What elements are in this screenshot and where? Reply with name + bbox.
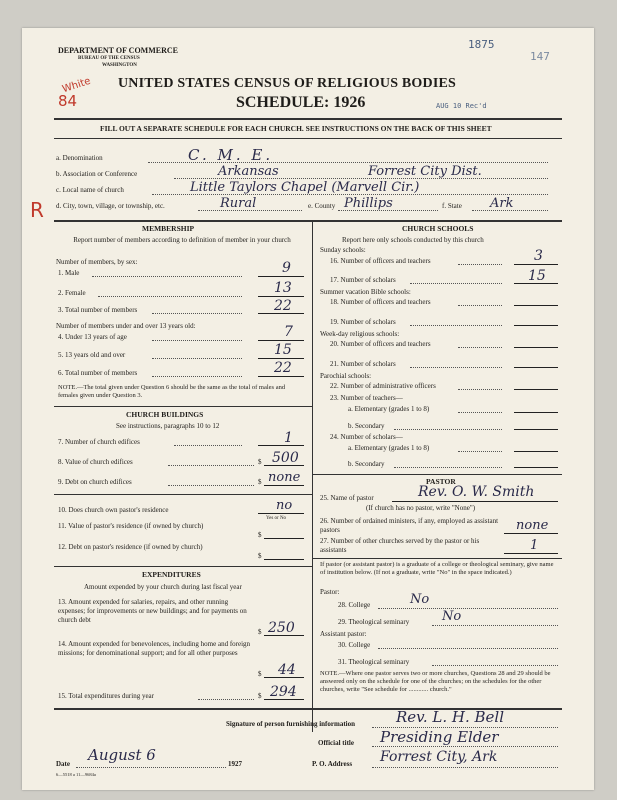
assistant-label: Assistant pastor:: [320, 630, 367, 638]
pastor-note: NOTE.—Where one pastor serves two or more churches, Questions 28 and 29 should be answered only on the schedule for one of the churches; on the schedules for the other churches, write "See schedule for ............ church.": [320, 670, 551, 693]
official-title-line: [372, 746, 558, 747]
instruction-line: FILL OUT A SEPARATE SCHEDULE FOR EACH CHURCH. SEE INSTRUCTIONS ON THE BACK OF THIS SHEET: [100, 124, 492, 133]
q1-dots: [92, 276, 242, 277]
graduate-note: If pastor (or assistant pastor) is a graduate of a college or theological seminary, give name of institution below. (If not a graduate, write "No" in the space indicated.): [320, 561, 554, 576]
q31-line: [432, 665, 558, 666]
date-value: August 6: [88, 746, 156, 764]
q9-line: [264, 485, 304, 486]
stamp-number: 1875: [468, 38, 495, 51]
q24b-label: b. Secondary: [348, 460, 385, 468]
q10-line: [258, 513, 304, 514]
q2-label: 2. Female: [58, 289, 86, 297]
q27-value: 1: [530, 538, 539, 553]
instruction-rule: [54, 138, 562, 139]
membership-intro: Report number of members according to definition of member in your church: [73, 236, 291, 244]
form-number: 6—5518 a 11—9684a: [56, 772, 96, 777]
q30-label: 30. College: [338, 641, 371, 649]
date-line: [76, 767, 226, 768]
q25-line: [392, 501, 558, 502]
association-label: b. Association or Conference: [56, 170, 138, 178]
under-over-label: Number of members under and over 13 years old:: [56, 322, 196, 330]
q23a-dots: [458, 412, 502, 413]
q3-label: 3. Total number of members: [58, 306, 138, 314]
q22-label: 22. Number of administrative officers: [330, 382, 436, 390]
form-title: UNITED STATES CENSUS OF RELIGIOUS BODIES: [118, 76, 457, 91]
q20-dots: [458, 347, 502, 348]
q23-label: 23. Number of teachers—: [330, 394, 403, 402]
q15-dots: [198, 699, 254, 700]
q7-value: 1: [284, 430, 293, 446]
state-value: Ark: [490, 196, 514, 211]
q4-line: [258, 340, 304, 341]
q3-value: 22: [274, 298, 292, 314]
q21-label: 21. Number of scholars: [330, 360, 396, 368]
denomination-value: C. M. E.: [188, 146, 274, 164]
q25-label: 25. Name of pastor: [320, 494, 374, 502]
margin-number: 84: [58, 92, 78, 110]
weekday-label: Week-day religious schools:: [320, 330, 400, 338]
q4-value: 7: [284, 324, 293, 340]
q24-label: 24. Number of scholars—: [330, 433, 403, 441]
q29-line: [432, 625, 558, 626]
q12-dollar: $: [258, 552, 262, 560]
q1-label: 1. Male: [58, 269, 80, 277]
state-label: f. State: [442, 202, 462, 210]
local-name-label: c. Local name of church: [56, 186, 124, 194]
body-top-rule: [54, 220, 562, 222]
stamp-number-2: 147: [530, 50, 550, 63]
q1-value: 9: [282, 260, 291, 276]
schedule-title: SCHEDULE: 1926: [236, 94, 366, 111]
q6-line: [258, 376, 304, 377]
q10-value: no: [276, 498, 293, 513]
q5-line: [258, 358, 304, 359]
q7-dots: [174, 445, 242, 446]
q23a-label: a. Elementary (grades 1 to 8): [348, 405, 430, 413]
buildings-rule-1: [54, 494, 312, 495]
q23b-dots: [394, 429, 502, 430]
q8-dollar: $: [258, 458, 262, 466]
district-value: Forrest City Dist.: [368, 164, 482, 179]
q4-dots: [152, 340, 242, 341]
q13-dollar: $: [258, 628, 262, 636]
q14-dollar: $: [258, 670, 262, 678]
q23a-line: [514, 412, 558, 413]
parochial-label: Parochial schools:: [320, 372, 372, 380]
q7-label: 7. Number of church edifices: [58, 438, 140, 446]
official-title-label: Official title: [318, 739, 354, 747]
q12-line: [264, 559, 304, 560]
schools-rule: [312, 474, 562, 475]
q26-label: 26. Number of ordained ministers, if any, employed as assistant pastors: [320, 517, 499, 534]
q9-dollar: $: [258, 478, 262, 486]
q20-label: 20. Number of officers and teachers: [330, 340, 431, 348]
buildings-title: CHURCH BUILDINGS: [126, 410, 204, 419]
q5-dots: [152, 358, 242, 359]
yes-no-hint: Yes or No: [266, 516, 287, 521]
q20-line: [514, 347, 558, 348]
address-line: [372, 767, 558, 768]
q26-value: none: [516, 518, 549, 533]
schools-title: CHURCH SCHOOLS: [402, 224, 474, 233]
q31-label: 31. Theological seminary: [338, 658, 410, 666]
q18-dots: [458, 305, 502, 306]
q9-value: none: [268, 470, 301, 485]
summer-label: Summer vacation Bible schools:: [320, 288, 411, 296]
q23b-line: [514, 429, 558, 430]
q16-value: 3: [534, 248, 543, 264]
q10-label: 10. Does church own pastor's residence: [58, 506, 169, 514]
buildings-sub: See instructions, paragraphs 10 to 12: [116, 422, 220, 430]
q13-value: 250: [268, 620, 295, 636]
q9-label: 9. Debt on church edifices: [58, 478, 132, 486]
q14-label: 14. Amount expended for benevolences, including home and foreign missions; for denominational support; and for all other purposes: [58, 640, 251, 657]
q15-value: 294: [270, 684, 297, 700]
q24b-dots: [394, 467, 502, 468]
sunday-label: Sunday schools:: [320, 246, 366, 254]
q13-label: 13. Amount expended for salaries, repairs, and other running expenses; for improvements or new buildings; and for payments on church debt: [58, 598, 247, 624]
header-rule: [54, 118, 562, 120]
membership-title: MEMBERSHIP: [142, 224, 195, 233]
q6-dots: [152, 376, 242, 377]
q2-value: 13: [274, 280, 292, 296]
q5-label: 5. 13 years old and over: [58, 351, 126, 359]
pastor-title: PASTOR: [426, 477, 456, 486]
q8-value: 500: [272, 450, 299, 466]
q8-dots: [168, 465, 254, 466]
q2-line: [258, 296, 304, 297]
q24a-dots: [458, 451, 502, 452]
q5-value: 15: [274, 342, 292, 358]
q11-line: [264, 538, 304, 539]
local-name-value: Little Taylors Chapel (Marvell Cir.): [190, 180, 420, 195]
department-label: DEPARTMENT OF COMMERCE: [58, 46, 179, 55]
q8-label: 8. Value of church edifices: [58, 458, 133, 466]
pastor-rule: [312, 558, 562, 559]
q1-line: [258, 276, 304, 277]
q15-dollar: $: [258, 692, 262, 700]
denomination-label: a. Denomination: [56, 154, 103, 162]
q16-line: [514, 264, 558, 265]
date-label: Date: [56, 760, 70, 768]
q11-label: 11. Value of pastor's residence (if owned by church): [58, 522, 204, 530]
pastor-sub-label: Pastor:: [320, 588, 340, 596]
county-value: Phillips: [344, 196, 393, 211]
q19-label: 19. Number of scholars: [330, 318, 396, 326]
q28-value: No: [410, 592, 430, 607]
bureau-label: BUREAU OF THE CENSUS: [78, 56, 140, 61]
q14-value: 44: [278, 662, 296, 678]
q11-dollar: $: [258, 531, 262, 539]
q6-label: 6. Total number of members: [58, 369, 138, 377]
q17-label: 17. Number of scholars: [330, 276, 396, 284]
official-title-value: Presiding Elder: [380, 728, 499, 746]
margin-note: White: [61, 75, 93, 96]
q30-line: [378, 648, 558, 649]
q9-dots: [168, 485, 254, 486]
q3-dots: [152, 313, 242, 314]
q26-line: [504, 533, 558, 534]
column-divider: [312, 220, 313, 732]
q24a-line: [514, 451, 558, 452]
address-value: Forrest City, Ark: [380, 749, 498, 765]
q23b-label: b. Secondary: [348, 422, 385, 430]
q19-line: [514, 325, 558, 326]
q17-value: 15: [528, 268, 546, 284]
address-label: P. O. Address: [312, 760, 353, 768]
signature-value: Rev. L. H. Bell: [396, 708, 505, 726]
expenditures-title: EXPENDITURES: [142, 570, 201, 579]
q29-label: 29. Theological seminary: [338, 618, 410, 626]
schools-intro: Report here only schools conducted by this church: [342, 236, 484, 244]
q22-line: [514, 389, 558, 390]
q28-line: [378, 608, 558, 609]
q19-dots: [410, 325, 502, 326]
margin-r: R: [30, 198, 44, 222]
city-field-label: d. City, town, village, or township, etc.: [56, 202, 165, 210]
q18-line: [514, 305, 558, 306]
members-by-sex-label: Number of members, by sex:: [56, 258, 138, 266]
q12-label: 12. Debt on pastor's residence (if owned by church): [58, 543, 203, 551]
census-schedule-page: [22, 28, 594, 790]
q18-label: 18. Number of officers and teachers: [330, 298, 431, 306]
q21-line: [514, 367, 558, 368]
q7-line: [258, 445, 304, 446]
q21-dots: [410, 367, 502, 368]
membership-note: NOTE.—The total given under Question 6 should be the same as the total of males and females given under Question 3.: [58, 384, 286, 399]
q27-label: 27. Number of other churches served by the pastor or his assistants: [320, 537, 480, 554]
q25-value: Rev. O. W. Smith: [418, 484, 535, 500]
q16-dots: [458, 264, 502, 265]
signature-label: Signature of person furnishing information: [226, 720, 355, 728]
expenditures-sub: Amount expended by your church during last fiscal year: [84, 583, 242, 591]
association-value: Arkansas: [218, 164, 279, 179]
q25-note: (If church has no pastor, write "None"): [366, 504, 476, 512]
q22-dots: [458, 389, 502, 390]
q4-label: 4. Under 13 years of age: [58, 333, 127, 341]
membership-rule: [54, 406, 312, 407]
q15-label: 15. Total expenditures during year: [58, 692, 154, 700]
q2-dots: [98, 296, 242, 297]
county-label: e. County: [308, 202, 336, 210]
q28-label: 28. College: [338, 601, 371, 609]
q17-dots: [410, 283, 502, 284]
q16-label: 16. Number of officers and teachers: [330, 257, 431, 265]
year-label: 1927: [228, 760, 242, 768]
q27-line: [504, 553, 558, 554]
q6-value: 22: [274, 360, 292, 376]
received-stamp: AUG 10 Rec'd: [436, 102, 487, 110]
q29-value: No: [442, 609, 462, 624]
city-value: Rural: [220, 196, 257, 211]
buildings-rule-2: [54, 566, 312, 567]
q24a-label: a. Elementary (grades 1 to 8): [348, 444, 430, 452]
city-label: WASHINGTON: [102, 63, 137, 68]
q24b-line: [514, 467, 558, 468]
